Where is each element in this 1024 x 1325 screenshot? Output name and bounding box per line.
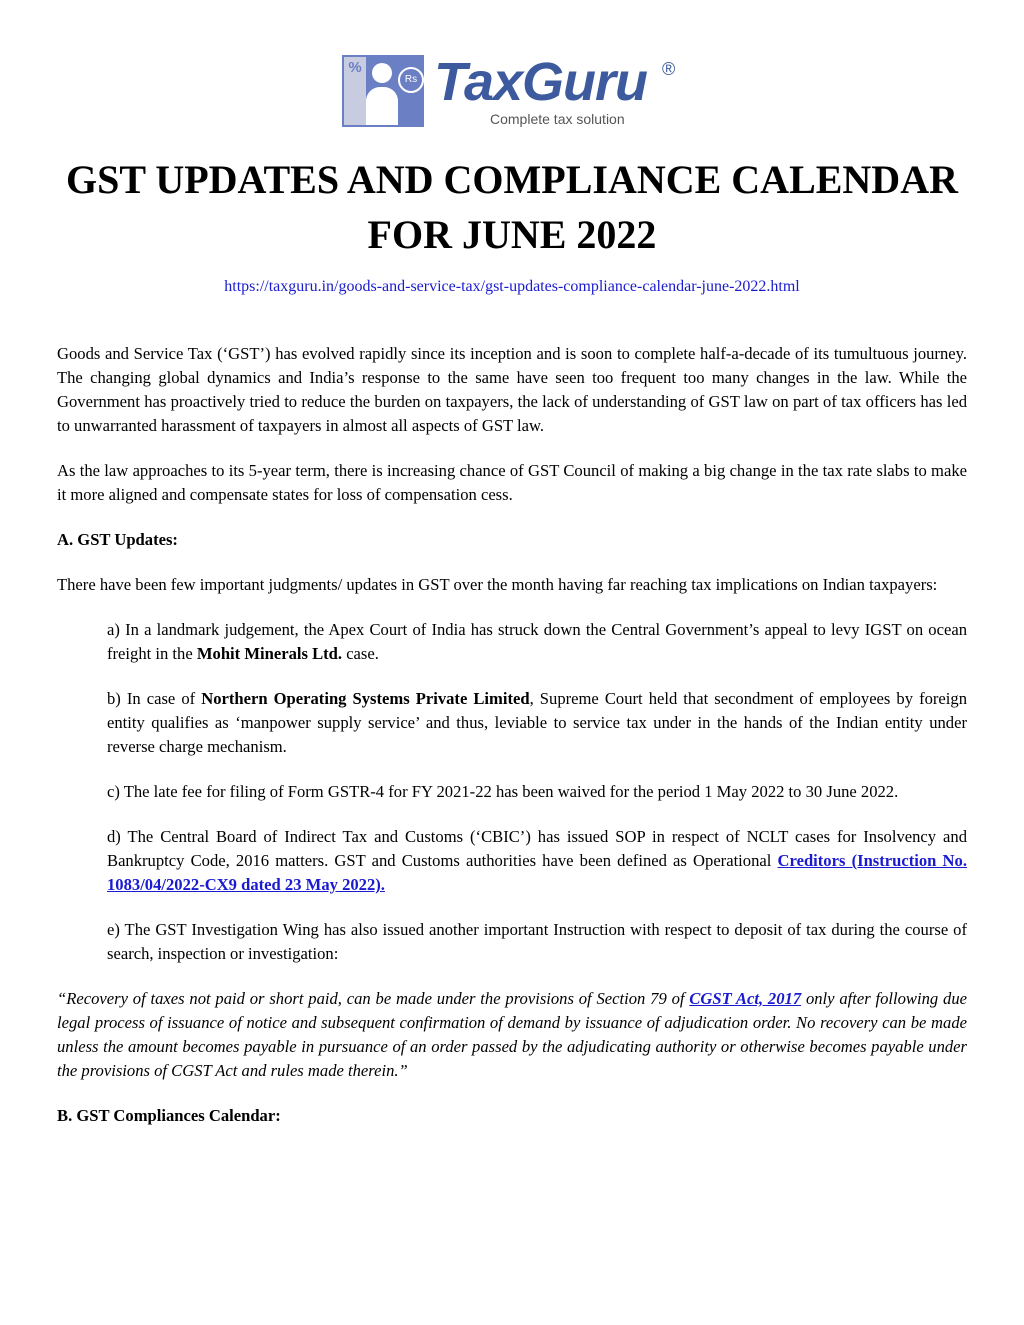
logo-mark-icon — [342, 55, 424, 127]
update-item-e: e) The GST Investigation Wing has also issued another important Instruction with respect to deposit of tax during the course of search, inspection or investigation: — [107, 920, 967, 963]
percent-icon: % — [344, 57, 366, 125]
update-item-a-case: Mohit Minerals Ltd. — [196, 644, 343, 663]
article-url-link[interactable]: https://taxguru.in/goods-and-service-tax/gst-updates-compliance-calendar-june-2022.html — [224, 278, 800, 295]
recovery-quote-text: “Recovery of taxes not paid or short paid, can be made under the provisions of Section 79 of — [57, 989, 690, 1008]
update-item-b-tail: , Supreme Court held that secondment of employees by foreign entity qualifies as ‘manpower supply service’ and thus, leviable to service tax under in the hands of the Indian entity under reverse charge mechanism. — [107, 689, 967, 756]
update-item-a — [107, 618, 967, 666]
person-body-icon — [366, 87, 398, 125]
update-item-b — [107, 687, 967, 759]
update-item-a-text: a) In a landmark judgement, the Apex Court of India has struck down the Central Government’s appeal to levy IGST on ocean freight in the — [107, 620, 967, 663]
update-item-d — [107, 825, 967, 897]
update-item-a-tail: case. — [342, 644, 379, 663]
section-a-heading: A. GST Updates: — [57, 530, 178, 549]
section-b-heading: B. GST Compliances Calendar: — [57, 1106, 281, 1125]
instruction-link[interactable]: Creditors (Instruction No. 1083/04/2022-CX9 dated 23 May 2022). — [107, 851, 967, 894]
taxguru-logo[interactable] — [342, 52, 687, 130]
registered-mark: ® — [662, 59, 676, 79]
rupee-coin-icon: Rs — [398, 67, 424, 93]
intro-paragraph-1: Goods and Service Tax (‘GST’) has evolved rapidly since its inception and is soon to complete half-a-decade of its tumultuous journey. The changing global dynamics and India’s response to the same have seen too frequent too many changes in the law. While the Government has proactively tried to reduce the burden on taxpayers, the lack of understanding of GST law on part of tax officers has led to unwarranted harassment of taxpayers in almost all aspects of GST law. — [57, 344, 967, 435]
update-item-b-text: b) In case of — [107, 689, 202, 708]
page-title: GST UPDATES AND COMPLIANCE CALENDAR FOR JUNE 2022 — [66, 157, 958, 257]
section-a-lead: There have been few important judgments/ updates in GST over the month having far reaching tax implications on Indian taxpayers: — [57, 575, 938, 594]
recovery-quote-tail: only after following due legal process of issuance of notice and subsequent confirmation of demand by issuance of adjudication order. No recovery can be made unless the amount becomes payable in pursuance of an order passed by the adjudicating authority or otherwise becomes payable under the provisions of CGST Act and rules made therein.” — [57, 989, 967, 1080]
update-item-b-case: Northern Operating Systems Private Limited — [201, 689, 530, 708]
logo-brand-text: TaxGuru — [434, 52, 648, 112]
person-head-icon — [372, 63, 392, 83]
update-item-d-text: d) The Central Board of Indirect Tax and Customs (‘CBIC’) has issued SOP in respect of NCLT cases for Insolvency and Bankruptcy Code, 2016 matters. GST and Customs authorities have been defined as Operational — [107, 827, 967, 870]
update-item-c: c) The late fee for filing of Form GSTR-4 for FY 2021-22 has been waived for the period 1 May 2022 to 30 June 2022. — [107, 782, 899, 801]
recovery-quote — [57, 987, 967, 1083]
intro-paragraph-2: As the law approaches to its 5-year term, there is increasing chance of GST Council of making a big change in the tax rate slabs to make it more aligned and compensate states for loss of compensation cess. — [57, 461, 967, 504]
article-body — [57, 342, 967, 1149]
logo-tagline: Complete tax solution — [490, 111, 625, 127]
cgst-act-link[interactable]: CGST Act, 2017 — [689, 989, 802, 1008]
